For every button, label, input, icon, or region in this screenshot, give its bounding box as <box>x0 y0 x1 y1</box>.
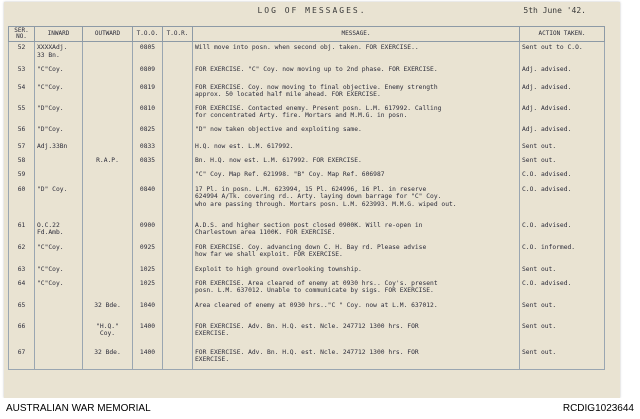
table-row <box>9 184 605 220</box>
cell-inward <box>35 155 83 169</box>
cell-too: 1025 <box>133 264 163 278</box>
cell-inward <box>35 347 83 370</box>
cell-ser: 58 <box>9 155 35 169</box>
cell-action: C.O. informed. <box>520 242 605 264</box>
cell-action: Sent out. <box>520 264 605 278</box>
cell-tor <box>163 220 193 242</box>
table-row <box>9 278 605 300</box>
cell-too: 1040 <box>133 300 163 321</box>
cell-outward: 32 Bde. <box>83 347 133 370</box>
cell-tor <box>163 278 193 300</box>
cell-tor <box>163 347 193 370</box>
table-row <box>9 220 605 242</box>
cell-ser: 52 <box>9 42 35 64</box>
table-row <box>9 264 605 278</box>
cell-message: FOR EXERCISE. Coy. advancing down C. H. Bay rd. Please advise how far we shall exploit. FOR EXERCISE. <box>193 242 520 264</box>
cell-inward: "D"Coy. <box>35 103 83 124</box>
column-header-tor: T.O.R. <box>163 27 193 42</box>
cell-outward <box>83 141 133 155</box>
cell-action: Sent out to C.O. <box>520 42 605 64</box>
cell-outward <box>83 64 133 82</box>
cell-tor <box>163 184 193 220</box>
cell-message: FOR EXERCISE. Adv. Bn. H.Q. est. Ncle. 247712 1300 hrs. FOR EXERCISE. <box>193 321 520 347</box>
column-header-outward: OUTWARD <box>83 27 133 42</box>
table-row <box>9 347 605 370</box>
cell-ser: 62 <box>9 242 35 264</box>
cell-action: Sent out. <box>520 141 605 155</box>
cell-outward <box>83 82 133 103</box>
cell-outward <box>83 124 133 141</box>
cell-tor <box>163 141 193 155</box>
column-header-action: ACTION TAKEN. <box>520 27 605 42</box>
cell-ser: 56 <box>9 124 35 141</box>
cell-action: Sent out. <box>520 347 605 370</box>
table-row <box>9 141 605 155</box>
cell-ser: 54 <box>9 82 35 103</box>
cell-too <box>133 169 163 184</box>
cell-action: Adj. advised. <box>520 64 605 82</box>
cell-message: Will move into posn. when second obj. taken. FOR EXERCISE.. <box>193 42 520 64</box>
cell-inward: "C"Coy. <box>35 242 83 264</box>
column-header-inward: INWARD <box>35 27 83 42</box>
cell-too: 1400 <box>133 321 163 347</box>
column-header-too: T.O.O. <box>133 27 163 42</box>
cell-tor <box>163 169 193 184</box>
cell-tor <box>163 155 193 169</box>
cell-message: FOR EXERCISE. Contacted enemy. Present posn. L.M. 617992. Calling for concentrated Arty. fire. Mortars and M.M.G. in posn. <box>193 103 520 124</box>
cell-outward <box>83 264 133 278</box>
cell-tor <box>163 42 193 64</box>
cell-action: Adj. Advised. <box>520 103 605 124</box>
cell-action: Adj. advised. <box>520 82 605 103</box>
cell-too: 1025 <box>133 278 163 300</box>
cell-message: Exploit to high ground overlooking township. <box>193 264 520 278</box>
cell-outward: R.A.P. <box>83 155 133 169</box>
table-row <box>9 300 605 321</box>
cell-outward <box>83 220 133 242</box>
cell-inward: "C"Coy. <box>35 64 83 82</box>
cell-inward: "C"Coy. <box>35 82 83 103</box>
table-row <box>9 82 605 103</box>
cell-too: 0819 <box>133 82 163 103</box>
cell-too: 0900 <box>133 220 163 242</box>
cell-action: Sent out. <box>520 155 605 169</box>
table-row <box>9 242 605 264</box>
cell-inward <box>35 321 83 347</box>
cell-tor <box>163 264 193 278</box>
table-row <box>9 42 605 64</box>
table-row <box>9 103 605 124</box>
cell-too: 0925 <box>133 242 163 264</box>
cell-message: FOR EXERCISE. Coy. now moving to final objective. Enemy strength approx. 50 located half mile ahead. FOR EXERCISE. <box>193 82 520 103</box>
table-row <box>9 64 605 82</box>
cell-inward: "C"Coy. <box>35 264 83 278</box>
cell-action: Sent out. <box>520 300 605 321</box>
cell-inward: Adj.33Bn <box>35 141 83 155</box>
cell-inward: "C"Coy. <box>35 278 83 300</box>
cell-inward: "D" Coy. <box>35 184 83 220</box>
cell-ser: 61 <box>9 220 35 242</box>
cell-outward <box>83 42 133 64</box>
cell-message: H.Q. now est. L.M. 617992. <box>193 141 520 155</box>
table-row <box>9 321 605 347</box>
footer-id: RCDIG1023644 <box>562 403 634 414</box>
cell-inward: "D"Coy. <box>35 124 83 141</box>
cell-ser: 63 <box>9 264 35 278</box>
cell-message: FOR EXERCISE. Area cleared of enemy at 0930 hrs.. Coy's. present posn. L.M. 637012. Unable to communicate by sigs. FOR EXERCISE. <box>193 278 520 300</box>
cell-too: 1400 <box>133 347 163 370</box>
cell-action: C.O. advised. <box>520 184 605 220</box>
messages-table-body <box>9 42 605 370</box>
cell-ser: 67 <box>9 347 35 370</box>
cell-tor <box>163 82 193 103</box>
cell-tor <box>163 124 193 141</box>
cell-message: 17 Pl. in posn. L.M. 623994, 15 Pl. 624996, 16 Pl. in reserve 624994 A/Tk. covering rd.. Arty. laying down barrage for "C" Coy. who are passing through. Mortars posn. L.M. 623993. M.M.G. wiped out. <box>193 184 520 220</box>
cell-ser: 57 <box>9 141 35 155</box>
cell-outward <box>83 169 133 184</box>
cell-ser: 59 <box>9 169 35 184</box>
cell-tor <box>163 300 193 321</box>
cell-too: 0805 <box>133 42 163 64</box>
cell-inward <box>35 300 83 321</box>
table-row <box>9 155 605 169</box>
cell-tor <box>163 321 193 347</box>
cell-inward <box>35 169 83 184</box>
table-row <box>9 169 605 184</box>
cell-message: A.D.S. and higher section post closed 0900K. Will re-open in Charlestown area 1100K. FOR EXERCISE. <box>193 220 520 242</box>
cell-outward <box>83 103 133 124</box>
cell-ser: 65 <box>9 300 35 321</box>
cell-message: Area cleared of enemy at 0930 hrs.."C " Coy. now at L.M. 637012. <box>193 300 520 321</box>
cell-outward: "H.Q." Coy. <box>83 321 133 347</box>
cell-message: FOR EXERCISE. Adv. Bn. H.Q. est. Ncle. 247712 1300 hrs. FOR EXERCISE. <box>193 347 520 370</box>
cell-message: "C" Coy. Map Ref. 621998. "B" Coy. Map Ref. 606987 <box>193 169 520 184</box>
cell-ser: 66 <box>9 321 35 347</box>
column-header-ser: SER. NO. <box>9 27 35 42</box>
cell-ser: 64 <box>9 278 35 300</box>
cell-message: FOR EXERCISE. "C" Coy. now moving up to 2nd phase. FOR EXERCISE. <box>193 64 520 82</box>
cell-outward <box>83 242 133 264</box>
cell-too: 0825 <box>133 124 163 141</box>
cell-tor <box>163 103 193 124</box>
cell-outward: 32 Bde. <box>83 300 133 321</box>
cell-action: Adj. advised. <box>520 124 605 141</box>
cell-action: C.O. advised. <box>520 220 605 242</box>
cell-message: "D" now taken objective and exploiting same. <box>193 124 520 141</box>
cell-ser: 53 <box>9 64 35 82</box>
footer-credit: AUSTRALIAN WAR MEMORIAL <box>6 403 151 414</box>
page-date: 5th June '42. <box>523 6 586 15</box>
table-row <box>9 124 605 141</box>
cell-outward <box>83 278 133 300</box>
cell-tor <box>163 242 193 264</box>
cell-outward <box>83 184 133 220</box>
cell-too: 0833 <box>133 141 163 155</box>
cell-action: Sent out. <box>520 321 605 347</box>
messages-table <box>8 26 605 370</box>
cell-action: C.O. advised. <box>520 278 605 300</box>
cell-too: 0809 <box>133 64 163 82</box>
cell-inward: XXXXAdj. 33 Bn. <box>35 42 83 64</box>
footer-bar <box>0 398 640 419</box>
cell-too: 0810 <box>133 103 163 124</box>
column-header-message: MESSAGE. <box>193 27 520 42</box>
table-header-row <box>9 27 605 42</box>
page-title: LOG OF MESSAGES. <box>257 6 367 15</box>
cell-too: 0840 <box>133 184 163 220</box>
cell-inward: O.C.22 Fd.Amb. <box>35 220 83 242</box>
cell-ser: 60 <box>9 184 35 220</box>
cell-action: C.O. advised. <box>520 169 605 184</box>
document-page <box>4 2 620 398</box>
cell-too: 0835 <box>133 155 163 169</box>
cell-ser: 55 <box>9 103 35 124</box>
cell-tor <box>163 64 193 82</box>
cell-message: Bn. H.Q. now est. L.M. 617992. FOR EXERCISE. <box>193 155 520 169</box>
